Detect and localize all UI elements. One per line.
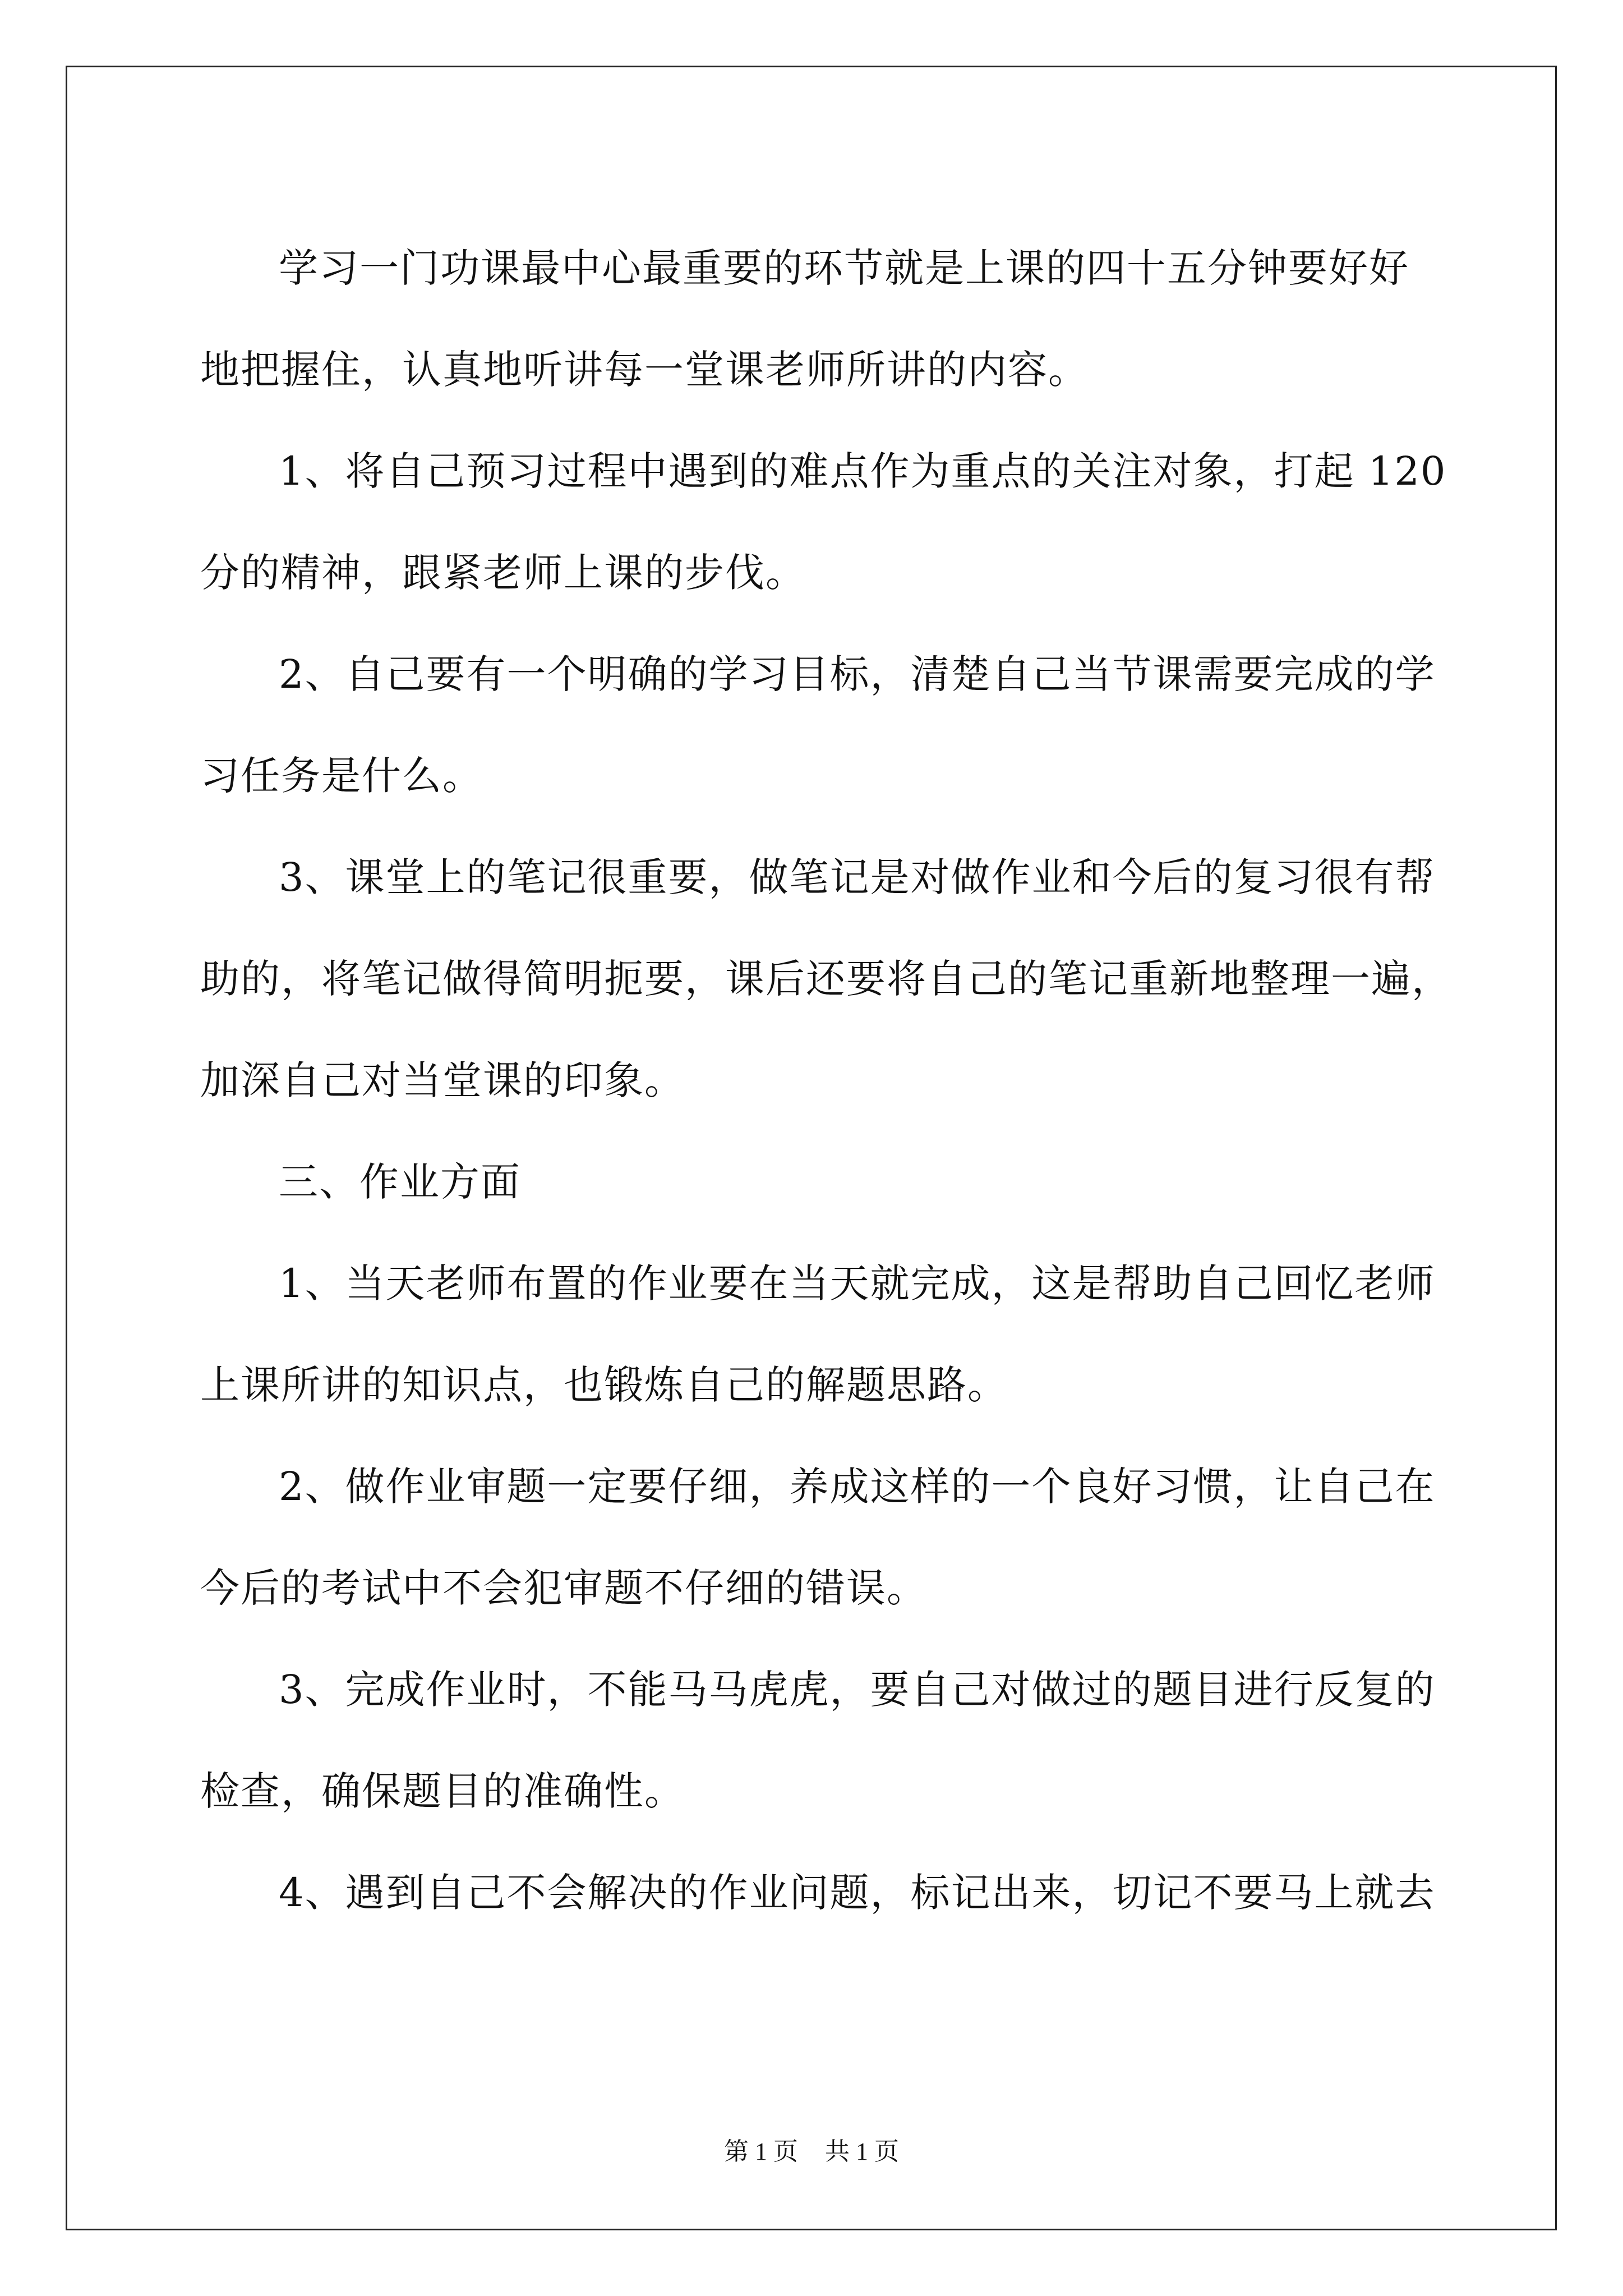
- text-line-9: 加深自己对当堂课的印象。: [200, 1057, 685, 1103]
- text-line-13: 2、做作业审题一定要仔细，养成这样的一个良好习惯，让自己在: [279, 1464, 1436, 1510]
- text-line-16: 检查，确保题目的准确性。: [200, 1768, 685, 1814]
- document-body: [200, 218, 1452, 1944]
- text-line-4: 分的精神，跟紧老师上课的步伐。: [200, 550, 806, 596]
- page-number: 第 1 页: [724, 2138, 798, 2165]
- text-line-3: 1、将自己预习过程中遇到的难点作为重点的关注对象，打起 120: [279, 448, 1447, 494]
- text-line-1: 学习一门功课最中心最重要的环节就是上课的四十五分钟要好好: [279, 245, 1409, 291]
- text-line-2: 地把握住，认真地听讲每一堂课老师所讲的内容。: [200, 347, 1089, 393]
- page-footer: [0, 2135, 1623, 2169]
- text-line-5: 2、自己要有一个明确的学习目标，清楚自己当节课需要完成的学: [279, 651, 1436, 697]
- page-total: 共 1 页: [825, 2138, 899, 2165]
- text-line-11: 1、当天老师布置的作业要在当天就完成，这是帮助自己回忆老师: [279, 1260, 1436, 1306]
- text-line-6: 习任务是什么。: [200, 753, 483, 799]
- text-line-8: 助的，将笔记做得简明扼要，课后还要将自己的笔记重新地整理一遍，: [200, 956, 1452, 1002]
- text-line-7: 3、课堂上的笔记很重要，做笔记是对做作业和今后的复习很有帮: [279, 854, 1436, 900]
- text-line-14: 今后的考试中不会犯审题不仔细的错误。: [200, 1565, 927, 1611]
- text-line-15: 3、完成作业时，不能马马虎虎，要自己对做过的题目进行反复的: [279, 1667, 1436, 1713]
- text-line-17: 4、遇到自己不会解决的作业问题，标记出来，切记不要马上就去: [279, 1870, 1436, 1916]
- section-heading: 三、作业方面: [279, 1159, 521, 1205]
- text-line-12: 上课所讲的知识点，也锻炼自己的解题思路。: [200, 1362, 1008, 1408]
